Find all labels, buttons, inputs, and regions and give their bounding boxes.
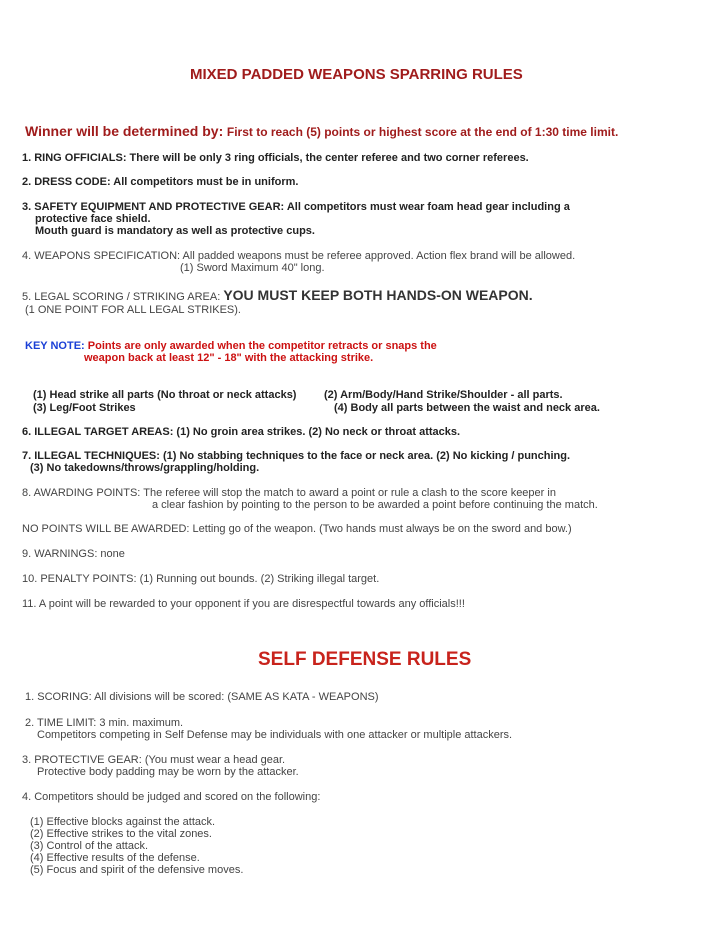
rule-4-line1: 4. WEAPONS SPECIFICATION: All padded weapons must be referee approved. Action flex brand will be allowed. — [22, 250, 576, 262]
rule-6: 6. ILLEGAL TARGET AREAS: (1) No groin area strikes. (2) No neck or throat attacks. — [22, 426, 461, 438]
target-3: (3) Leg/Foot Strikes — [33, 402, 136, 414]
sd-rule-4: 4. Competitors should be judged and scored on the following: — [22, 791, 321, 803]
winner-label: Winner will be determined by: — [25, 123, 224, 139]
rule-8-line1: 8. AWARDING POINTS: The referee will stop the match to award a point or rule a clash to the score keeper in — [22, 487, 556, 499]
rule-5-line1 — [22, 289, 533, 304]
key-note-text-2: weapon back at least 12" - 18" with the attacking strike. — [84, 352, 374, 364]
key-note-text-1: Points are only awarded when the competitor retracts or snaps the — [87, 340, 437, 352]
target-1: (1) Head strike all parts (No throat or neck attacks) — [33, 389, 297, 401]
key-note-label: KEY NOTE: — [25, 340, 85, 352]
criteria-5: (5) Focus and spirit of the defensive moves. — [30, 864, 244, 876]
rule-3-line1: 3. SAFETY EQUIPMENT AND PROTECTIVE GEAR: All competitors must wear foam head gear including a — [22, 201, 570, 213]
criteria-2: (2) Effective strikes to the vital zones. — [30, 828, 212, 840]
criteria-3: (3) Control of the attack. — [30, 840, 148, 852]
rule-1: 1. RING OFFICIALS: There will be only 3 ring officials, the center referee and two corner referees. — [22, 152, 529, 164]
rule-7-line2: (3) No takedowns/throws/grappling/holding. — [30, 462, 260, 474]
rule-11: 11. A point will be rewarded to your opponent if you are disrespectful towards any officials!!! — [22, 598, 465, 610]
sd-rule-3-line2: Protective body padding may be worn by the attacker. — [37, 766, 299, 778]
rule-2: 2. DRESS CODE: All competitors must be in uniform. — [22, 176, 299, 188]
sd-rule-2-line1: 2. TIME LIMIT: 3 min. maximum. — [25, 717, 184, 729]
rule-5-line2: (1 ONE POINT FOR ALL LEGAL STRIKES). — [25, 304, 241, 316]
target-4: (4) Body all parts between the waist and neck area. — [334, 402, 600, 414]
no-points: NO POINTS WILL BE AWARDED: Letting go of the weapon. (Two hands must always be on the sword and bow.) — [22, 523, 572, 535]
rule-7-line1: 7. ILLEGAL TECHNIQUES: (1) No stabbing techniques to the face or neck area. (2) No kicking / punching. — [22, 450, 571, 462]
sd-rule-3-line1: 3. PROTECTIVE GEAR: (You must wear a head gear. — [22, 754, 286, 766]
winner-text: First to reach (5) points or highest score at the end of 1:30 time limit. — [226, 125, 619, 139]
sd-rule-2-line2: Competitors competing in Self Defense may be individuals with one attacker or multiple attackers. — [37, 729, 513, 741]
criteria-1: (1) Effective blocks against the attack. — [30, 816, 216, 828]
sd-rule-1: 1. SCORING: All divisions will be scored: (SAME AS KATA - WEAPONS) — [25, 691, 379, 703]
rule-9: 9. WARNINGS: none — [22, 548, 125, 560]
criteria-4: (4) Effective results of the defense. — [30, 852, 200, 864]
rule-10: 10. PENALTY POINTS: (1) Running out bounds. (2) Striking illegal target. — [22, 573, 380, 585]
rule-5-emphasis: YOU MUST KEEP BOTH HANDS-ON WEAPON. — [223, 287, 533, 303]
winner-line — [25, 123, 618, 140]
target-2: (2) Arm/Body/Hand Strike/Shoulder - all parts. — [324, 389, 563, 401]
rule-3-line2: protective face shield. — [35, 213, 151, 225]
rule-5-label: 5. LEGAL SCORING / STRIKING AREA: — [22, 291, 221, 303]
rule-3-line3: Mouth guard is mandatory as well as protective cups. — [35, 225, 315, 237]
rule-8-line2: a clear fashion by pointing to the person to be awarded a point before continuing the match. — [152, 499, 598, 511]
sparring-title: MIXED PADDED WEAPONS SPARRING RULES — [190, 66, 523, 83]
selfdefense-title: SELF DEFENSE RULES — [258, 649, 472, 670]
rule-4-line2: (1) Sword Maximum 40" long. — [180, 262, 325, 274]
